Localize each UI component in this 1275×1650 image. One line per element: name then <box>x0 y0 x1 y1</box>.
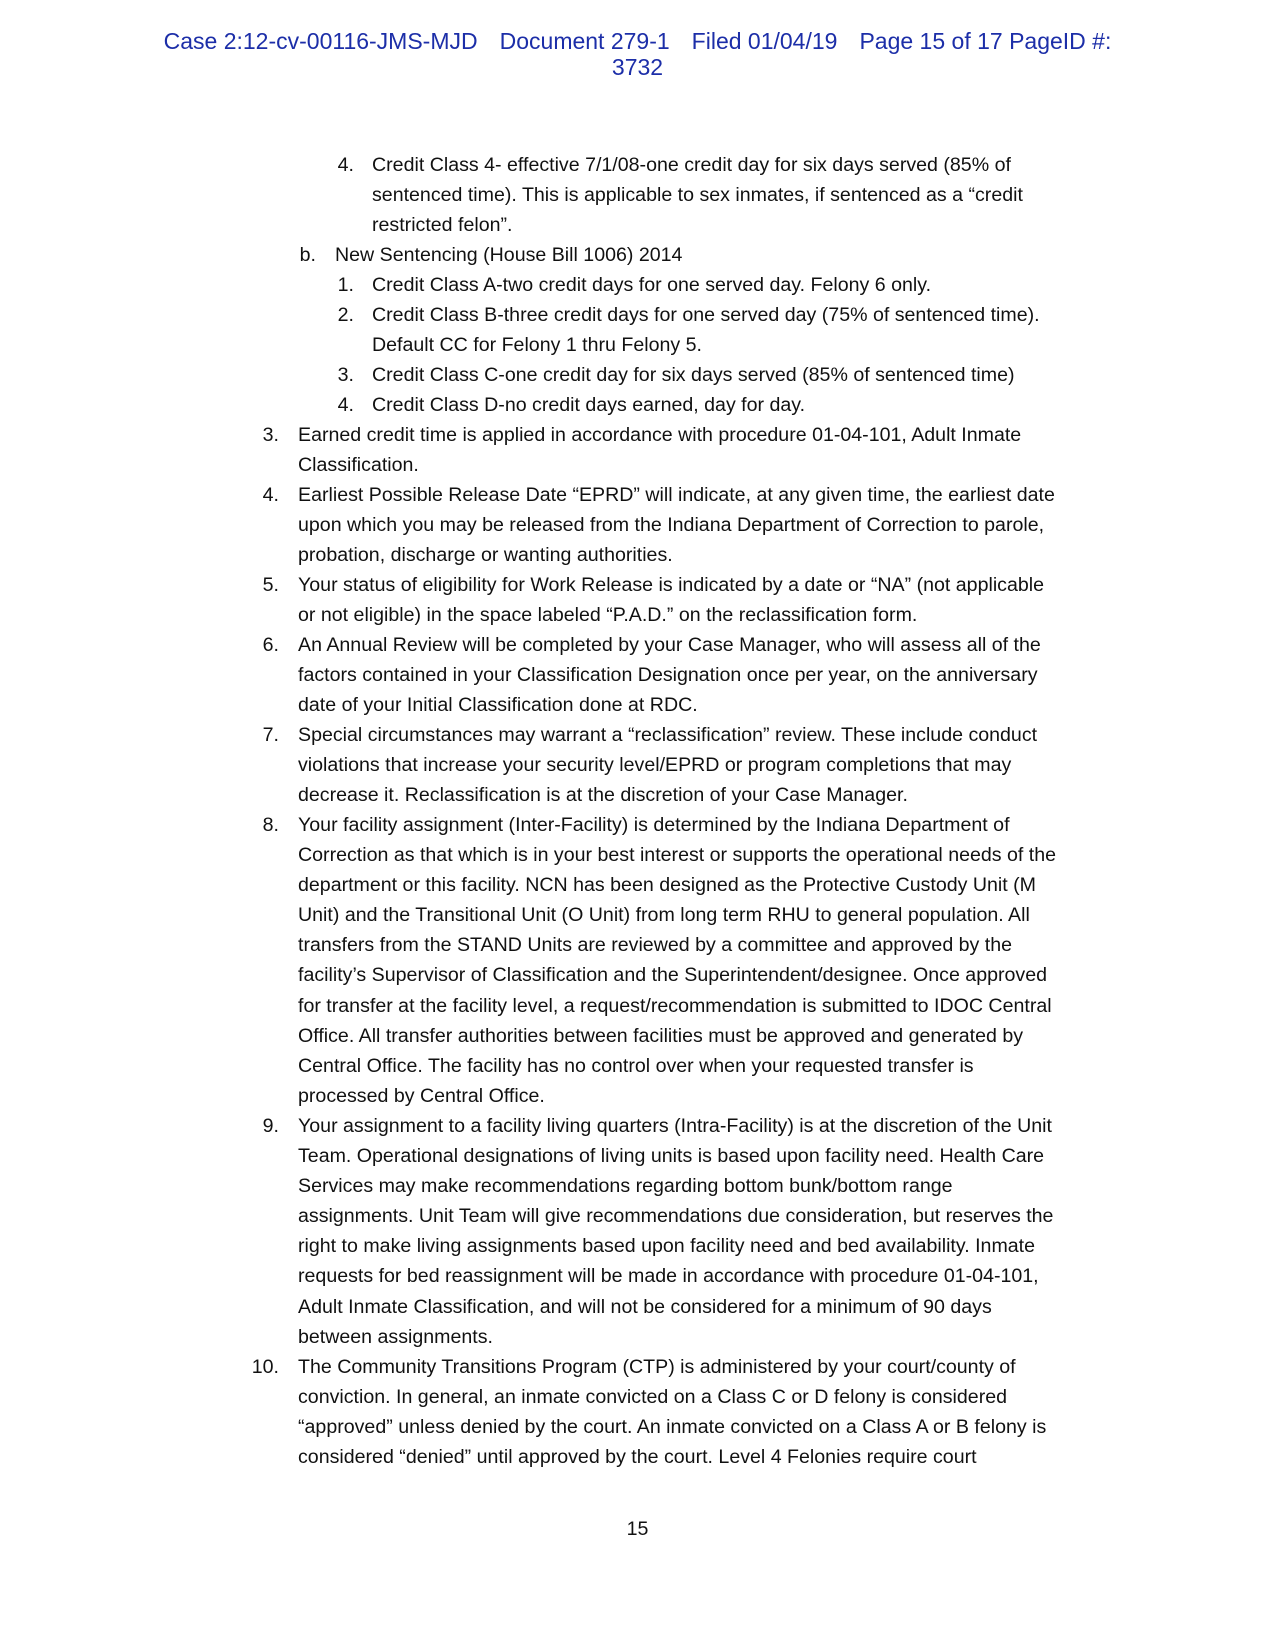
text-line: assignments. Unit Team will give recommendations due consideration, but reserves the <box>298 1205 1054 1228</box>
page-number: 15 <box>626 1518 649 1540</box>
text-line: probation, discharge or wanting authorities. <box>298 544 673 567</box>
list-marker: 9. <box>262 1115 279 1137</box>
text-line: between assignments. <box>298 1325 493 1348</box>
text-line: Adult Inmate Classification, and will not be considered for a minimum of 90 days <box>298 1295 992 1318</box>
list-marker: 8. <box>262 814 279 836</box>
list-marker: 4. <box>337 154 354 176</box>
list-item-text <box>372 150 1023 240</box>
text-line: Credit Class A-two credit days for one served day. Felony 6 only. <box>372 274 932 296</box>
text-line: decrease it. Reclassification is at the discretion of your Case Manager. <box>298 784 908 807</box>
text-line: date of your Initial Classification done at RDC. <box>298 694 698 717</box>
text-line: facility’s Supervisor of Classification and the Superintendent/designee. Once approved <box>298 964 1048 987</box>
text-line: right to make living assignments based upon facility need and bed availability. Inmate <box>298 1235 1036 1258</box>
text-line: An Annual Review will be completed by your Case Manager, who will assess all of the <box>298 634 1041 656</box>
document-number: Document 279-1 <box>499 28 670 54</box>
page-id: 3732 <box>611 54 664 80</box>
text-line: Default CC for Felony 1 thru Felony 5. <box>372 334 702 357</box>
list-item-text <box>298 1111 1053 1352</box>
list-item-text <box>372 360 1015 390</box>
filed-date: Filed 01/04/19 <box>691 28 838 54</box>
list-item-text <box>298 420 1021 480</box>
text-line: Your facility assignment (Inter-Facility) is determined by the Indiana Department of <box>298 814 1010 836</box>
text-line: Credit Class D-no credit days earned, day for day. <box>372 394 806 416</box>
text-line: requests for bed reassignment will be made in accordance with procedure 01-04-101, <box>298 1265 1039 1288</box>
text-line: Team. Operational designations of living units is based upon facility need. Health Care <box>298 1145 1045 1168</box>
case-number: Case 2:12-cv-00116-JMS-MJD <box>163 28 478 54</box>
text-line: upon which you may be released from the Indiana Department of Correction to parole, <box>298 514 1045 537</box>
list-item-text <box>335 240 682 270</box>
list-item-text <box>372 390 805 420</box>
text-line: factors contained in your Classification Designation once per year, on the anniversary <box>298 664 1038 687</box>
list-marker: 3. <box>262 424 279 446</box>
list-marker: 2. <box>337 304 354 326</box>
text-line: Your status of eligibility for Work Release is indicated by a date or “NA” (not applicable <box>298 574 1045 596</box>
text-line: Earliest Possible Release Date “EPRD” will indicate, at any given time, the earliest date <box>298 484 1055 506</box>
text-line: Unit) and the Transitional Unit (O Unit) from long term RHU to general population. All <box>298 904 1030 927</box>
text-line: Services may make recommendations regarding bottom bunk/bottom range <box>298 1175 953 1198</box>
text-line: Earned credit time is applied in accordance with procedure 01-04-101, Adult Inmate <box>298 424 1022 446</box>
text-line: restricted felon”. <box>372 214 513 237</box>
text-line: or not eligible) in the space labeled “P.A.D.” on the reclassification form. <box>298 604 918 627</box>
text-line: department or this facility. NCN has been designed as the Protective Custody Unit (M <box>298 874 1037 897</box>
list-marker: 4. <box>337 394 354 416</box>
text-line: Credit Class B-three credit days for one served day (75% of sentenced time). <box>372 304 1040 326</box>
list-marker: 6. <box>262 634 279 656</box>
text-line: Correction as that which is in your best interest or supports the operational needs of the <box>298 844 1057 867</box>
list-item-text <box>298 1352 1046 1472</box>
list-item-text <box>298 480 1055 570</box>
text-line: Your assignment to a facility living quarters (Intra-Facility) is at the discretion of the Unit <box>298 1115 1052 1137</box>
list-marker: 7. <box>262 724 279 746</box>
list-marker: b. <box>299 244 316 266</box>
list-item-text <box>298 630 1041 720</box>
text-line: Credit Class C-one credit day for six days served (85% of sentenced time) <box>372 364 1015 386</box>
text-line: The Community Transitions Program (CTP) is administered by your court/county of <box>298 1356 1016 1378</box>
case-header <box>0 28 1275 80</box>
text-line: Office. All transfer authorities between facilities must be approved and generated by <box>298 1024 1024 1047</box>
text-line: processed by Central Office. <box>298 1084 545 1107</box>
text-line: transfers from the STAND Units are reviewed by a committee and approved by the <box>298 934 1013 957</box>
list-marker: 3. <box>337 364 354 386</box>
list-marker: 1. <box>337 274 354 296</box>
list-item-text <box>372 300 1040 360</box>
text-line: New Sentencing (House Bill 1006) 2014 <box>335 244 683 266</box>
text-line: considered “denied” until approved by the court. Level 4 Felonies require court <box>298 1446 977 1469</box>
text-line: Central Office. The facility has no control over when your requested transfer is <box>298 1054 974 1077</box>
text-line: violations that increase your security level/EPRD or program completions that may <box>298 754 1012 777</box>
text-line: sentenced time). This is applicable to sex inmates, if sentenced as a “credit <box>372 184 1023 207</box>
list-marker: 5. <box>262 574 279 596</box>
page-info: Page 15 of 17 PageID #: <box>859 28 1112 54</box>
list-item-text <box>298 720 1037 810</box>
list-item-text <box>298 570 1044 630</box>
text-line: Credit Class 4- effective 7/1/08-one credit day for six days served (85% of <box>372 154 1011 176</box>
list-item-text <box>298 810 1056 1111</box>
list-marker: 10. <box>251 1356 279 1378</box>
text-line: “approved” unless denied by the court. An inmate convicted on a Class A or B felony is <box>298 1416 1047 1439</box>
text-line: for transfer at the facility level, a request/recommendation is submitted to IDOC Central <box>298 994 1052 1017</box>
text-line: Classification. <box>298 454 419 477</box>
list-item-text <box>372 270 931 300</box>
text-line: conviction. In general, an inmate convicted on a Class C or D felony is considered <box>298 1386 1008 1409</box>
text-line: Special circumstances may warrant a “reclassification” review. These include conduct <box>298 724 1038 746</box>
list-marker: 4. <box>262 484 279 506</box>
header-line-1 <box>0 28 1275 54</box>
